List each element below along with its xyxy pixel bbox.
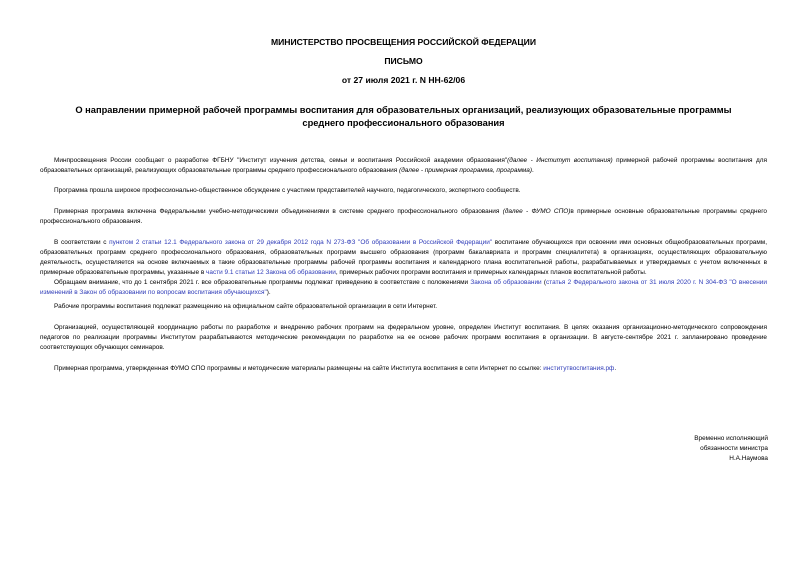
signature-position-line-1: Временно исполняющий <box>694 435 768 442</box>
law-304-fz-link[interactable]: статья 2 Федерального закона от 31 июля 2020 г. N 304-ФЗ "О внесении изменений в Закон об образовании по вопросам воспитания обучающихся" <box>40 279 768 296</box>
letter-subject: О направлении примерной рабочей программы воспитания для образовательных организаций, реализующих образовательные программы среднего профессионального образования <box>75 105 732 128</box>
paragraph-1-text-b: примерной рабочей программы воспитания для образовательных организаций, реализующих образовательные программы среднего профессионального образования <box>40 157 767 174</box>
institute-site-link[interactable]: институтвоспитания.рф <box>543 365 615 372</box>
paragraph-8-text-a: Примерная программа, утвержденная ФУМО СПО программы и методические материалы размещены на сайте Института воспитания в сети Интернет по ссылке: <box>54 365 544 372</box>
paragraph-5-text-a: Обращаем внимание, что до 1 сентября 2021 г. все образовательные программы подлежат приведению в соответствие с положениями <box>54 279 471 286</box>
paragraph-2-text: Программа прошла широкое профессионально-общественное обсуждение с участием представителей научного, педагогического, экспертного сообществ. <box>54 187 521 194</box>
paragraph-5 <box>40 278 767 298</box>
paragraph-3-italic: (далее - ФУМО СПО) <box>502 208 571 215</box>
paragraph-6-text: Рабочие программы воспитания подлежат размещению на официальном сайте образовательной организации в сети Интернет. <box>54 303 438 310</box>
paragraph-1-text-a: Минпросвещения России сообщает о разработке ФГБНУ "Институт изучения детства, семьи и воспитания Российской академии образования" <box>54 157 508 164</box>
paragraph-1-italic-b: (далее - примерная программа, программа) <box>399 167 533 174</box>
ministry-heading: МИНИСТЕРСТВО ПРОСВЕЩЕНИЯ РОССИЙСКОЙ ФЕДЕРАЦИИ <box>270 37 537 47</box>
paragraph-4-text-b: воспитание обучающихся при освоении ими основных общеобразовательных программ, образовательных программ среднего профессионального образования, образовательных программ высшего образования (программ бакалавриата и программ специалитета) в организациях, осуществляющих образовательную деятельность, осуществляется на основе включаемых в такие образовательные программы рабочей программы воспитания и календарного плана воспитательной работы, разрабатываемых и утверждаемых с учетом включенных в примерные образовательные программы, указанные в <box>40 239 767 276</box>
part-9-1-article-12-link[interactable]: части 9.1 статьи 12 Закона об образовании <box>206 269 336 276</box>
paragraph-3 <box>40 207 767 227</box>
paragraph-1 <box>40 156 767 176</box>
paragraph-8-text-b: . <box>614 365 617 372</box>
paragraph-4-text-c: , примерных рабочих программ воспитания и примерных календарных планов воспитательной работы. <box>335 269 647 276</box>
paragraph-1-italic-a: (далее - Институт воспитания) <box>507 157 613 164</box>
document-date-number: от 27 июля 2021 г. N НН-62/06 <box>341 75 466 85</box>
paragraph-1-text-c: . <box>532 167 534 174</box>
paragraph-3-text-b: в примерные основные образовательные программы среднего профессионального образования. <box>40 208 767 225</box>
law-273-fz-link[interactable]: пунктом 2 статьи 12.1 Федерального закона от 29 декабря 2012 года N 273-ФЗ "Об образовании в Российской Федерации" <box>109 239 493 246</box>
paragraph-6 <box>40 302 767 312</box>
paragraph-7 <box>40 323 767 353</box>
paragraph-8 <box>40 364 767 374</box>
paragraph-5-text-b: ( <box>541 279 547 286</box>
paragraph-4-text-a: В соответствии с <box>54 239 110 246</box>
document-type: ПИСЬМО <box>384 56 423 66</box>
signature-position-line-2: обязанности министра <box>700 445 768 452</box>
education-law-link[interactable]: Закона об образовании <box>470 279 542 286</box>
paragraph-7-text: Организацией, осуществляющей координацию работы по разработке и внедрению рабочих программ на федеральном уровне, определен Институт воспитания. В целях оказания организационно-методического сопровождения педагогов по реализации программы Институтом разрабатываются методические рекомендации по разработке на ее основе рабочих программ воспитания в организации. В августе-сентябре 2021 г. запланировано проведение соответствующих обучающих семинаров. <box>40 324 767 351</box>
signature-block <box>568 434 768 464</box>
paragraph-3-text-a: Примерная программа включена Федеральными учебно-методическими объединениями в системе среднего профессионального образования <box>54 208 503 215</box>
paragraph-2 <box>40 186 767 196</box>
signature-name: Н.А.Наумова <box>729 455 768 462</box>
paragraph-5-text-c: ). <box>266 289 271 296</box>
paragraph-4 <box>40 238 767 278</box>
